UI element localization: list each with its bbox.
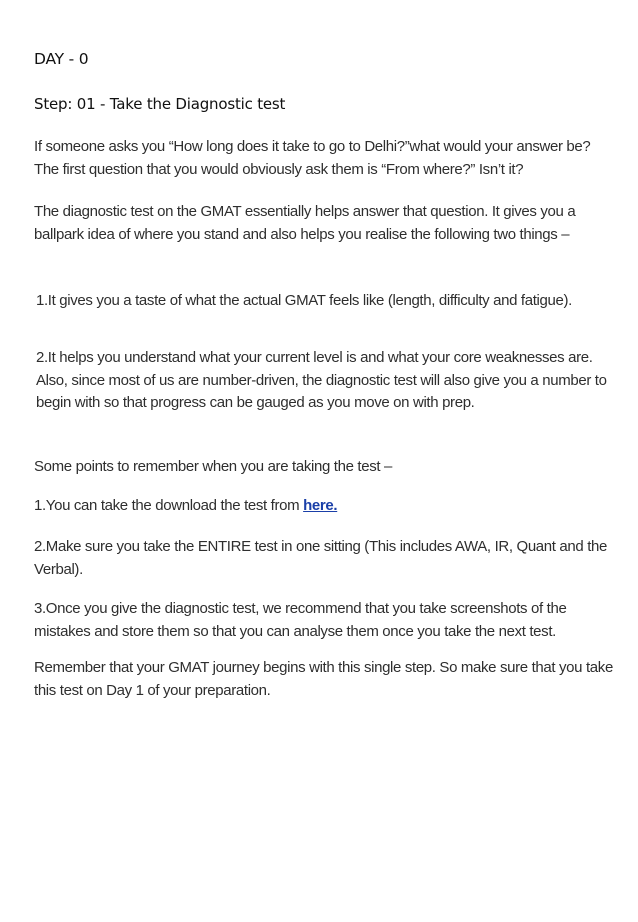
closing-paragraph: Remember that your GMAT journey begins with this single step. So make sure that you take this test on Day 1 of your preparation. — [34, 659, 613, 699]
download-link[interactable]: here. — [303, 497, 338, 514]
diagnostic-paragraph: The diagnostic test on the GMAT essentially helps answer that question. It gives you a ballpark idea of where you stand and also helps you realise the following two things – — [34, 203, 576, 243]
tip-one-text: 1.You can take the download the test from — [34, 497, 304, 514]
remember-heading: Some points to remember when you are taking the test – — [34, 458, 392, 475]
point-one: 1.It gives you a taste of what the actual GMAT feels like (length, difficulty and fatigue). — [36, 292, 572, 309]
point-two: 2.It helps you understand what your current level is and what your core weaknesses are. Also, since most of us are number-driven, the diagnostic test will also give you a number to begin with so that progress can be gauged as you move on with prep. — [36, 349, 607, 411]
intro-paragraph: If someone asks you “How long does it take to go to Delhi?”what would your answer be? The first question that you would obviously ask them is “From where?” Isn’t it? — [34, 138, 591, 178]
tip-three: 3.Once you give the diagnostic test, we recommend that you take screenshots of the mistakes and store them so that you can analyse them once you take the next test. — [34, 600, 567, 640]
step-heading: Step: 01 - Take the Diagnostic test — [34, 95, 286, 113]
day-heading: DAY - 0 — [34, 50, 89, 68]
tip-two: 2.Make sure you take the ENTIRE test in one sitting (This includes AWA, IR, Quant and the Verbal). — [34, 538, 608, 578]
tip-one — [34, 495, 614, 518]
